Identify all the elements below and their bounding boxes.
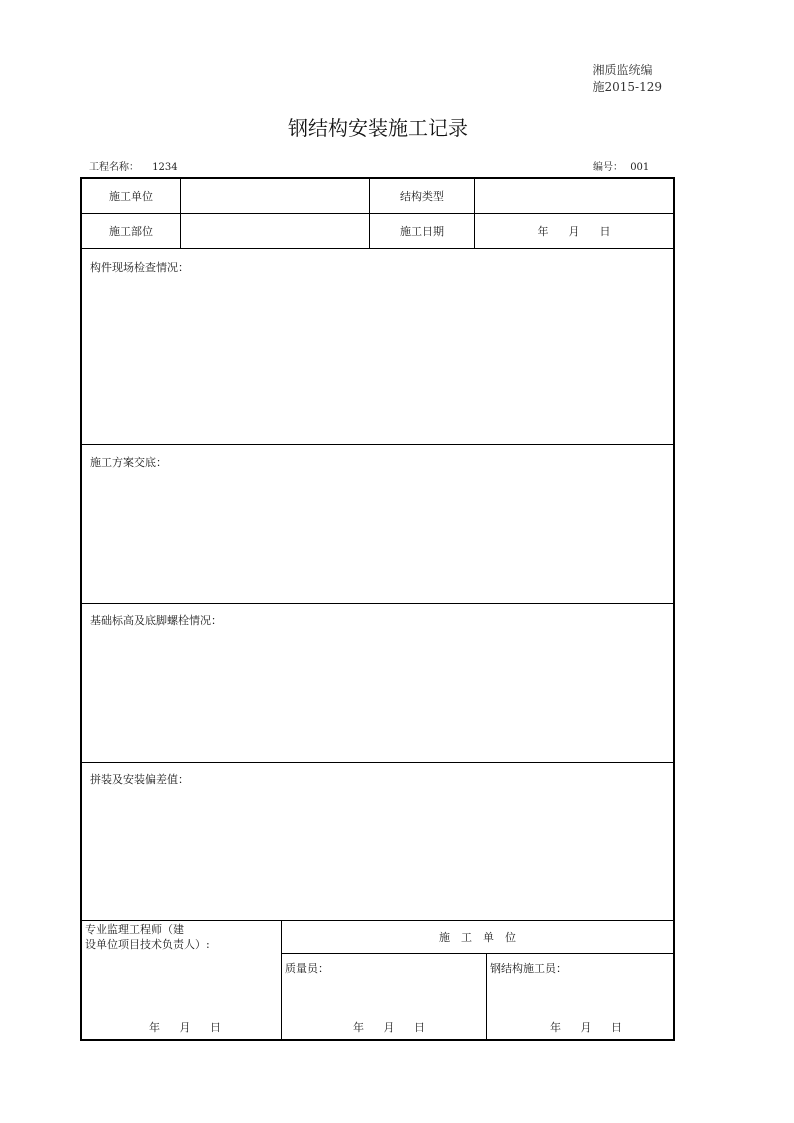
briefing-section-label: 施工方案交底： [90,456,167,469]
project-name-value: 1234 [152,162,178,173]
supervisor-label-line1: 专业监理工程师（建 [85,923,184,936]
quality-date-month: 月 [383,1021,395,1034]
steel-worker-date [550,1019,622,1035]
supervisor-date-month: 月 [179,1021,191,1034]
record-number-value: 001 [630,162,650,173]
form-code [593,62,663,96]
supervisor-date-year: 年 [149,1021,160,1034]
supervisor-date-day: 日 [210,1021,221,1034]
record-number-label: 编号： [593,162,623,173]
structure-type-label: 结构类型 [400,190,444,203]
inspection-section-label: 构件现场检查情况： [90,261,189,274]
steel-date-year: 年 [550,1021,561,1034]
construction-date-label: 施工日期 [400,225,444,238]
date-day: 日 [599,225,611,238]
supervisor-label [85,922,210,952]
construction-unit-value[interactable] [181,179,369,213]
quality-inspector-label: 质量员： [285,962,329,975]
construction-part-label: 施工部位 [109,225,153,238]
form-code-line1: 湘质监统编 [592,63,653,77]
structure-type-value[interactable] [475,179,673,213]
record-number [593,158,649,173]
deviation-section-label: 拼装及安装偏差值： [90,773,189,786]
project-name-label: 工程名称： [89,162,139,173]
date-month: 月 [568,225,580,238]
foundation-section-label: 基础标高及底脚螺栓情况： [90,614,222,627]
project-name [89,158,178,173]
supervisor-date [149,1019,221,1035]
page-title: 钢结构安装施工记录 [288,116,468,140]
steel-worker-label: 钢结构施工员： [490,962,567,975]
steel-date-month: 月 [580,1021,592,1034]
construction-part-value[interactable] [181,214,369,248]
date-year: 年 [537,225,549,238]
form-table [80,177,675,1041]
quality-date-day: 日 [414,1021,425,1034]
construction-unit-header: 施 工 单 位 [439,931,516,944]
quality-date-year: 年 [353,1021,364,1034]
construction-date-value[interactable] [475,214,673,248]
quality-inspector-date [353,1019,425,1035]
supervisor-label-line2: 设单位项目技术负责人）: [85,938,210,951]
steel-date-day: 日 [611,1021,622,1034]
form-code-line2: 施2015-129 [592,80,662,94]
construction-unit-label: 施工单位 [109,190,153,203]
